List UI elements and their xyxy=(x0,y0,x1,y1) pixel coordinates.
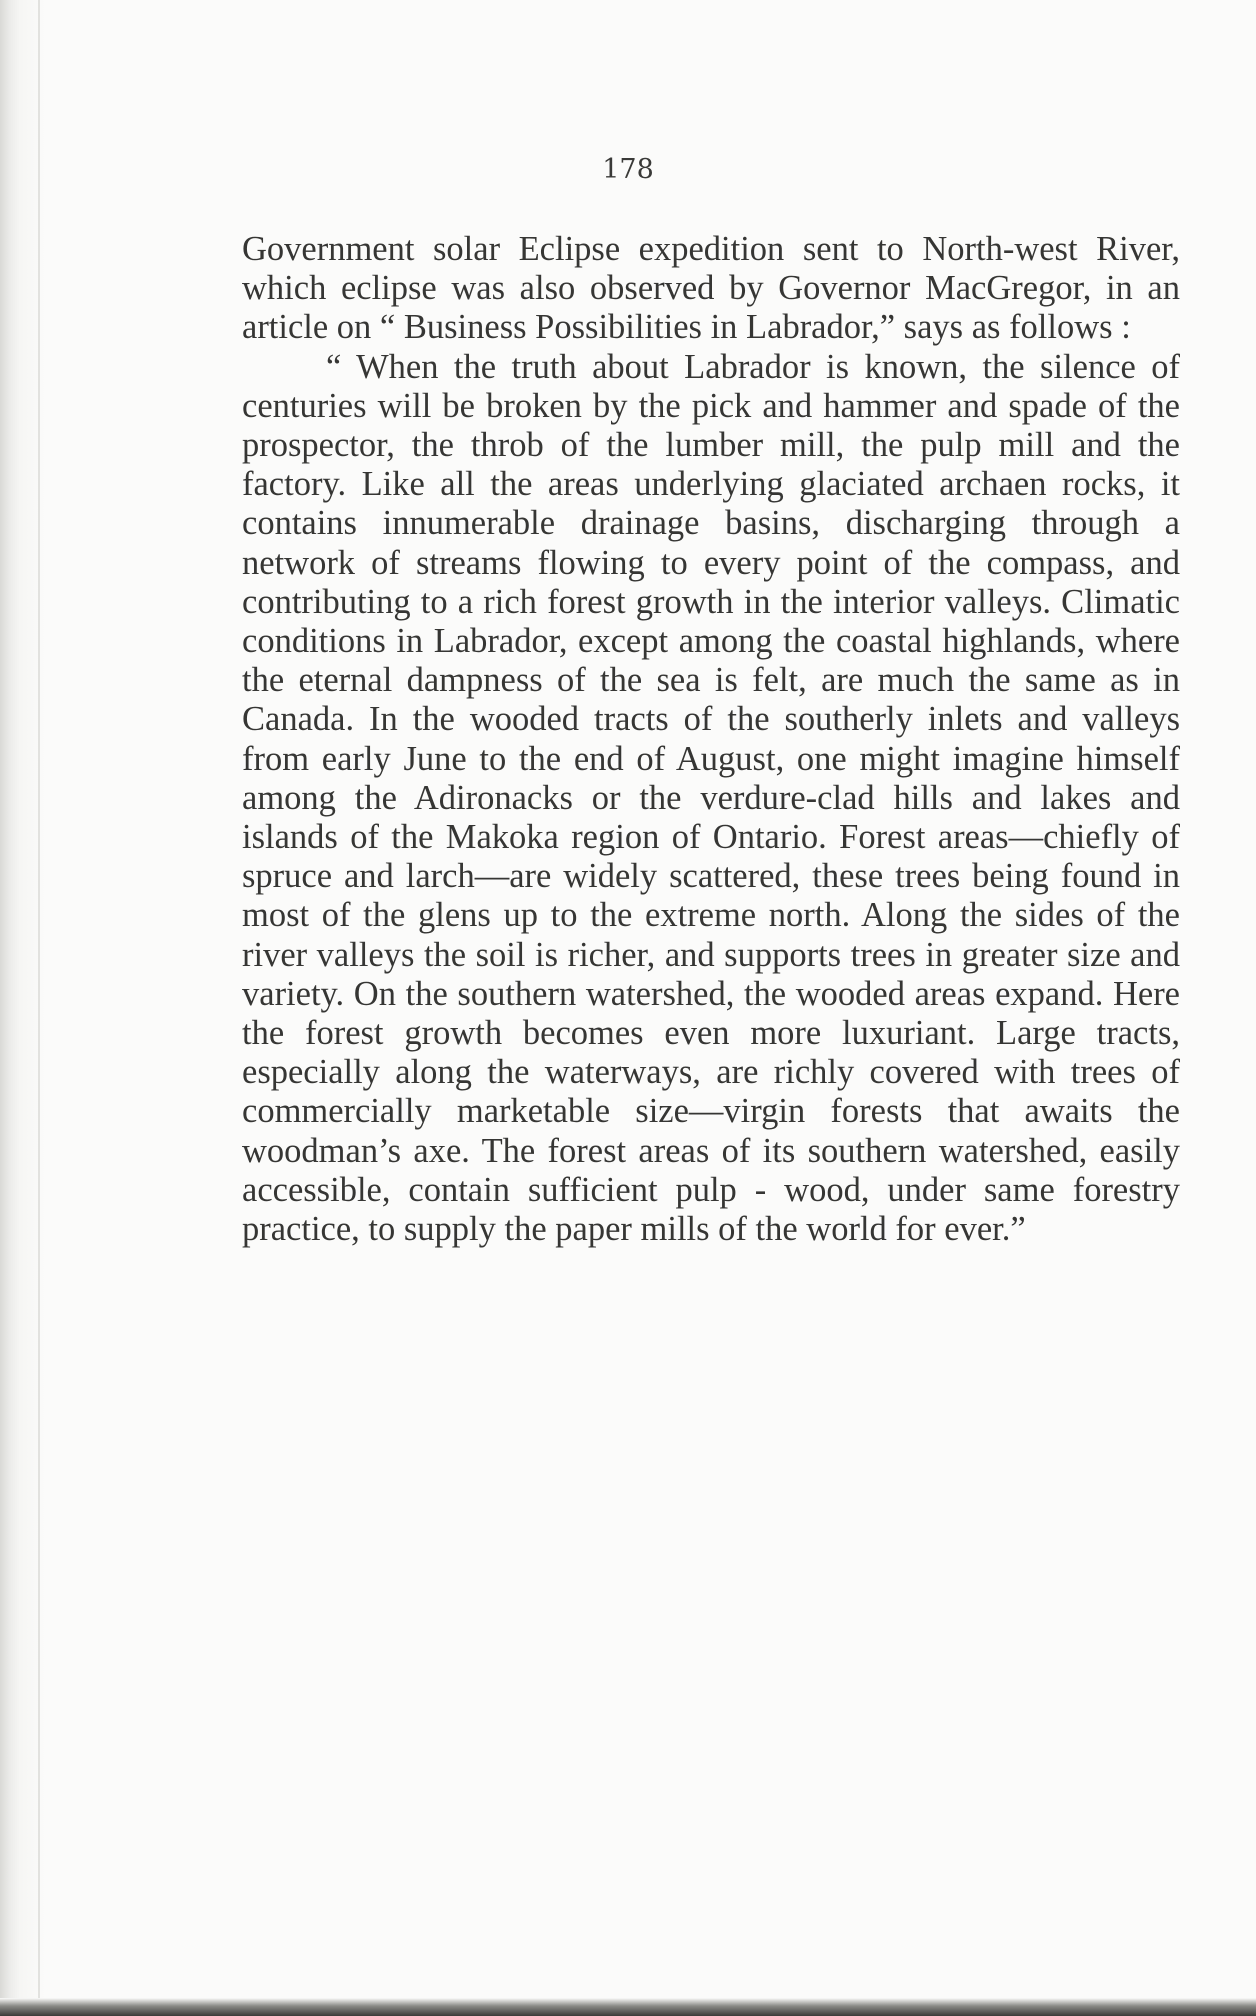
page-number: 178 xyxy=(602,154,654,185)
paragraph-quotation: “ When the truth about Labrador is known, the silence of centuries will be broken by the pick and hammer and spade of the prospector, the throb of the lumber mill, the pulp mill and the factory. Like all the areas underlying glaciated archaen rocks, it contains innumerable drainage basins, discharging through a network of streams flowing to every point of the compass, and contributing to a rich forest growth in the interior valleys. Climatic conditions in Labrador, except among the coastal highlands, where the eternal dampness of the sea is felt, are much the same as in Canada. In the wooded tracts of the southerly inlets and valleys from early June to the end of August, one might imagine himself among the Adironacks or the verdure-clad hills and lakes and islands of the Makoka region of Ontario. Forest areas—chiefly of spruce and larch—are widely scattered, these trees being found in most of the glens up to the extreme north. Along the sides of the river valleys the soil is richer, and supports trees in greater size and variety. On the southern watershed, the wooded areas expand. Here the forest growth becomes even more luxuriant. Large tracts, especially along the waterways, are richly covered with trees of commercially marketable size—virgin forests that awaits the woodman’s axe. The forest areas of its southern watershed, easily accessible, contain sufficient pulp - wood, under same forestry practice, to supply the paper mills of the world for ever.” xyxy=(242,347,1180,1249)
page-binding-edge xyxy=(0,0,46,2016)
scan-bottom-edge xyxy=(0,1998,1256,2016)
body-text xyxy=(242,230,1180,1249)
paragraph-intro: Government solar Eclipse expedition sent to North-west River, which eclipse was also observed by Governor MacGregor, in an article on “ Business Possibilities in Labrador,” says as follows : xyxy=(242,230,1180,347)
